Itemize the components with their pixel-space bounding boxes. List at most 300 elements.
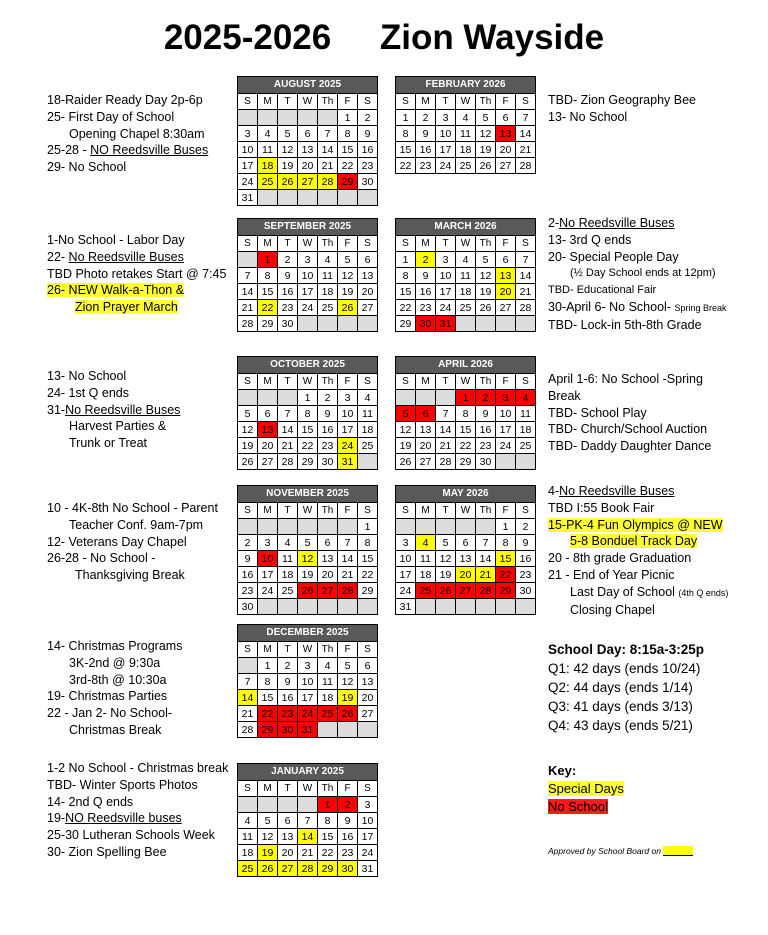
calendar-day: 5 (476, 252, 496, 268)
calendar-blank (278, 599, 298, 615)
calendar-day: 14 (238, 690, 258, 706)
weekday-label: Th (476, 503, 496, 519)
calendar-day: 19 (436, 567, 456, 583)
calendar-blank (456, 599, 476, 615)
calendar-day: 2 (516, 519, 536, 535)
calendar-day: 18 (456, 142, 476, 158)
note-line (47, 672, 182, 689)
calendar-day: 27 (298, 174, 318, 190)
calendar-day: 7 (238, 268, 258, 284)
calendar-day: 24 (358, 845, 378, 861)
weekday-label: S (396, 374, 416, 390)
note-line (548, 371, 711, 388)
calendar-day: 11 (278, 551, 298, 567)
note-line (47, 92, 208, 109)
calendar-day: 16 (416, 142, 436, 158)
calendar-day: 19 (338, 284, 358, 300)
note-prefix: 19- (47, 811, 66, 826)
calendar-day: 3 (396, 535, 416, 551)
page-title: 2025-2026 Zion Wayside (163, 18, 605, 57)
calendar-day: 17 (238, 158, 258, 174)
calendar-day: 22 (318, 845, 338, 861)
weekday-label: M (416, 503, 436, 519)
calendar-day: 5 (476, 110, 496, 126)
calendar-day: 22 (338, 158, 358, 174)
calendar-day: 27 (358, 706, 378, 722)
weekday-label: T (278, 236, 298, 252)
calendar-day: 13 (258, 422, 278, 438)
weekday-label: S (358, 236, 378, 252)
note-text: Closing Chapel (570, 602, 655, 617)
calendar-day: 29 (396, 316, 416, 332)
calendar-day: 7 (516, 252, 536, 268)
calendar-day: 25 (318, 706, 338, 722)
month-header: AUGUST 2025 (238, 77, 378, 94)
note-text: 3K-2nd @ 9:30a (69, 655, 161, 670)
approval-text: Approved by School Board on (548, 846, 664, 856)
calendar-day: 3 (436, 252, 456, 268)
calendar-day: 10 (298, 268, 318, 284)
calendar-day: 10 (298, 674, 318, 690)
calendar-day: 21 (476, 567, 496, 583)
calendar-day: 13 (298, 142, 318, 158)
note-text: TBD- Church/School Auction (548, 422, 708, 437)
school-day-info (548, 640, 704, 735)
calendar-day: 19 (338, 690, 358, 706)
note-underlined: NO Reedsville Buses (90, 143, 209, 158)
calendar-day: 17 (436, 142, 456, 158)
calendar-blank (436, 599, 456, 615)
calendar-blank (318, 110, 338, 126)
note-text: Last Day of School (570, 584, 679, 599)
weekday-label: Th (476, 236, 496, 252)
calendar-day: 14 (298, 829, 318, 845)
calendar-blank (258, 390, 278, 406)
calendar-day: 19 (278, 158, 298, 174)
calendar-day: 5 (436, 535, 456, 551)
note-line (47, 760, 228, 777)
weekday-label: T (278, 642, 298, 658)
calendar-blank (416, 599, 436, 615)
calendar-blank (338, 190, 358, 206)
calendar-day: 25 (456, 158, 476, 174)
left_notes-group (47, 92, 208, 176)
calendar-blank (416, 519, 436, 535)
calendar-day: 30 (416, 316, 436, 332)
weekday-label: Th (318, 94, 338, 110)
note-line (47, 655, 182, 672)
calendar-blank (456, 316, 476, 332)
calendar-day: 29 (496, 583, 516, 599)
calendar-day: 8 (338, 126, 358, 142)
quarter-q2: Q2: 44 days (ends 1/14) (548, 680, 693, 695)
month-calendar (237, 485, 378, 615)
calendar-day: 3 (298, 658, 318, 674)
key-legend (548, 762, 624, 816)
weekday-label: S (516, 503, 536, 519)
calendar-day: 16 (358, 142, 378, 158)
calendar-day: 15 (496, 551, 516, 567)
calendar-day: 5 (298, 535, 318, 551)
calendar-day: 7 (278, 406, 298, 422)
calendar-day: 2 (338, 797, 358, 813)
calendar-day: 10 (238, 142, 258, 158)
note-line (47, 500, 218, 517)
calendar-day: 7 (516, 110, 536, 126)
calendar-day: 2 (238, 535, 258, 551)
calendar-day: 20 (456, 567, 476, 583)
weekday-label: S (358, 503, 378, 519)
calendar-day: 1 (298, 390, 318, 406)
calendar-day: 11 (258, 142, 278, 158)
weekday-label: T (278, 781, 298, 797)
calendar-day: 8 (456, 406, 476, 422)
calendar-day: 10 (396, 551, 416, 567)
calendar-day: 12 (476, 268, 496, 284)
key-label: Key: (548, 763, 577, 778)
calendar-blank (358, 190, 378, 206)
weekday-label: S (358, 642, 378, 658)
calendar-day: 26 (476, 300, 496, 316)
month-header: APRIL 2026 (396, 357, 536, 374)
calendar-day: 18 (516, 422, 536, 438)
weekday-label: W (456, 374, 476, 390)
calendar-day: 29 (258, 316, 278, 332)
note-underlined: No Reedsville Buses (559, 484, 675, 498)
calendar-blank (318, 599, 338, 615)
month-header: SEPTEMBER 2025 (238, 219, 378, 236)
weekday-label: M (258, 503, 278, 519)
calendar-day: 6 (358, 252, 378, 268)
calendar-day: 3 (238, 126, 258, 142)
calendar-day: 22 (358, 567, 378, 583)
calendar-day: 6 (456, 535, 476, 551)
calendar-day: 24 (298, 706, 318, 722)
note-text: TBD- Winter Sports Photos (47, 777, 198, 792)
calendar-day: 13 (416, 422, 436, 438)
note-text: 29- No School (47, 160, 127, 175)
weekday-label: M (258, 374, 278, 390)
calendar-day: 6 (416, 406, 436, 422)
calendar-day: 22 (258, 706, 278, 722)
note-line (47, 126, 208, 143)
note-prefix: 30-April 6- No School- (548, 299, 675, 314)
calendar-day: 22 (258, 300, 278, 316)
calendar-day: 21 (238, 706, 258, 722)
weekday-label: M (258, 642, 278, 658)
note-text: TBD- Lock-in 5th-8th Grade (548, 317, 702, 332)
note-line (47, 688, 182, 705)
calendar-day: 20 (496, 142, 516, 158)
calendar-day: 14 (516, 268, 536, 284)
calendar-day: 10 (436, 126, 456, 142)
note-text: (½ Day School ends at 12pm) (570, 267, 716, 280)
weekday-label: F (496, 374, 516, 390)
quarter-q3: Q3: 41 days (ends 3/13) (548, 699, 693, 714)
calendar-day: 28 (436, 454, 456, 470)
calendar-day: 8 (258, 268, 278, 284)
calendar-day: 27 (278, 861, 298, 877)
note-line (548, 533, 728, 550)
calendar-day: 9 (278, 268, 298, 284)
note-underlined: No Reedsville Buses (68, 249, 184, 264)
key-special-days: Special Days (548, 781, 624, 796)
calendar-day: 25 (456, 300, 476, 316)
calendar-blank (258, 190, 278, 206)
note-text: TBD- Zion Geography Bee (548, 93, 696, 107)
note-line (548, 265, 726, 282)
calendar-day: 4 (358, 390, 378, 406)
calendar-day: 5 (258, 813, 278, 829)
calendar-day: 1 (358, 519, 378, 535)
calendar-day: 12 (278, 142, 298, 158)
note-small: Spring Break (674, 302, 727, 313)
calendar-day: 1 (258, 658, 278, 674)
weekday-label: F (496, 236, 516, 252)
calendar-blank (238, 110, 258, 126)
calendar-day: 2 (278, 658, 298, 674)
note-prefix: 25-28 - (47, 143, 91, 158)
calendar-day: 6 (318, 535, 338, 551)
calendar-day: 17 (298, 690, 318, 706)
note-text: Christmas Break (69, 722, 162, 737)
calendar-day: 27 (416, 454, 436, 470)
weekday-label: W (456, 236, 476, 252)
calendar-day: 27 (496, 300, 516, 316)
calendar-day: 13 (456, 551, 476, 567)
calendar-day: 28 (318, 174, 338, 190)
weekday-label: F (338, 374, 358, 390)
weekday-label: Th (318, 374, 338, 390)
calendar-blank (338, 722, 358, 738)
month-header: NOVEMBER 2025 (238, 486, 378, 503)
calendar-day: 29 (338, 174, 358, 190)
note-line (47, 142, 208, 159)
note-text: 26-28 - No School - (47, 551, 156, 566)
calendar-day: 26 (338, 300, 358, 316)
calendar-day: 19 (476, 142, 496, 158)
note-line (47, 638, 182, 655)
note-prefix: 31- (47, 402, 66, 417)
calendar-day: 31 (358, 861, 378, 877)
month-header: OCTOBER 2025 (238, 357, 378, 374)
calendar-blank (258, 519, 278, 535)
note-text: 3rd-8th @ 10:30a (69, 672, 167, 687)
calendar-day: 10 (258, 551, 278, 567)
weekday-label: W (298, 503, 318, 519)
calendar-day: 26 (258, 861, 278, 877)
calendar-day: 23 (358, 158, 378, 174)
calendar-day: 24 (396, 583, 416, 599)
approval-blank (663, 846, 693, 856)
calendar-day: 5 (396, 406, 416, 422)
note-line (47, 109, 208, 126)
calendar-day: 3 (496, 390, 516, 406)
calendar-day: 16 (338, 829, 358, 845)
note-text: Opening Chapel 8:30am (69, 126, 205, 141)
calendar-day: 23 (516, 567, 536, 583)
calendar-day: 7 (318, 126, 338, 142)
calendar-day: 20 (258, 438, 278, 454)
weekday-label: Th (476, 94, 496, 110)
month-header: MARCH 2026 (396, 219, 536, 236)
calendar-blank (238, 390, 258, 406)
calendar-day: 26 (476, 158, 496, 174)
calendar-day: 29 (298, 454, 318, 470)
calendar-day: 30 (476, 454, 496, 470)
calendar-blank (318, 190, 338, 206)
calendar-day: 4 (238, 813, 258, 829)
calendar-day: 31 (338, 454, 358, 470)
calendar-day: 1 (318, 797, 338, 813)
calendar-day: 25 (416, 583, 436, 599)
note-line (548, 567, 728, 584)
right_notes-group (548, 371, 711, 455)
calendar-day: 18 (456, 284, 476, 300)
weekday-label: S (396, 236, 416, 252)
weekday-label: Th (318, 503, 338, 519)
left_notes-group (47, 368, 180, 452)
weekday-label: F (338, 236, 358, 252)
calendar-day: 28 (516, 158, 536, 174)
note-line (47, 435, 180, 452)
note-line (47, 722, 182, 739)
calendar-day: 12 (476, 126, 496, 142)
calendar-day: 16 (278, 690, 298, 706)
weekday-label: Th (318, 236, 338, 252)
calendar-day: 23 (338, 845, 358, 861)
calendar-day: 30 (338, 861, 358, 877)
calendar-blank (416, 390, 436, 406)
calendar-day: 14 (238, 284, 258, 300)
calendar-day: 18 (358, 422, 378, 438)
month-calendar (237, 218, 378, 332)
calendar-day: 25 (258, 174, 278, 190)
calendar-day: 24 (436, 158, 456, 174)
weekday-label: S (238, 642, 258, 658)
calendar-day: 26 (396, 454, 416, 470)
calendar-day: 4 (516, 390, 536, 406)
calendar-day: 14 (516, 126, 536, 142)
calendar-blank (338, 599, 358, 615)
note-line (47, 266, 226, 283)
calendar-day: 14 (436, 422, 456, 438)
calendar-day: 2 (278, 252, 298, 268)
note-line (548, 282, 726, 299)
calendar-day: 6 (496, 110, 516, 126)
calendar-day: 28 (238, 316, 258, 332)
weekday-label: S (238, 781, 258, 797)
weekday-label: T (436, 503, 456, 519)
note-line (47, 249, 226, 266)
calendar-blank (338, 316, 358, 332)
calendar-day: 21 (516, 284, 536, 300)
note-line (47, 705, 182, 722)
calendar-day: 21 (318, 158, 338, 174)
calendar-day: 31 (298, 722, 318, 738)
calendar-blank (318, 316, 338, 332)
calendar-blank (298, 110, 318, 126)
calendar-day: 15 (358, 551, 378, 567)
weekday-label: M (258, 94, 278, 110)
weekday-label: S (358, 781, 378, 797)
calendar-day: 15 (298, 422, 318, 438)
weekday-label: M (416, 374, 436, 390)
calendar-day: 7 (338, 535, 358, 551)
note-text: 20- Special People Day (548, 249, 679, 264)
left_notes-group (47, 638, 182, 739)
weekday-label: W (456, 503, 476, 519)
calendar-day: 24 (238, 174, 258, 190)
calendar-day: 18 (258, 158, 278, 174)
note-text: 5-8 Bonduel Track Day (570, 534, 698, 549)
note-line (548, 421, 711, 438)
month-calendar (237, 76, 378, 206)
quarter-q1: Q1: 42 days (ends 10/24) (548, 661, 701, 676)
calendar-day: 4 (258, 126, 278, 142)
note-text: 15-PK-4 Fun Olympics @ NEW (548, 517, 723, 532)
note-text: 1-2 No School - Christmas break (47, 761, 229, 775)
note-text: 22 - Jan 2- No School- (47, 706, 173, 721)
calendar-day: 12 (258, 829, 278, 845)
calendar-day: 23 (278, 706, 298, 722)
calendar-day: 6 (358, 658, 378, 674)
note-line (47, 534, 218, 551)
calendar-day: 27 (318, 583, 338, 599)
weekday-label: M (416, 94, 436, 110)
calendar-blank (258, 110, 278, 126)
calendar-day: 4 (416, 535, 436, 551)
calendar-day: 29 (318, 861, 338, 877)
calendar-day: 30 (278, 316, 298, 332)
calendar-day: 24 (436, 300, 456, 316)
calendar-day: 21 (278, 438, 298, 454)
calendar-day: 7 (476, 535, 496, 551)
weekday-label: F (338, 781, 358, 797)
calendar-day: 12 (338, 674, 358, 690)
calendar-day: 8 (318, 813, 338, 829)
calendar-day: 5 (338, 658, 358, 674)
note-line (548, 438, 711, 455)
month-header: MAY 2026 (396, 486, 536, 503)
note-line (47, 299, 226, 316)
calendar-day: 23 (416, 158, 436, 174)
calendar-blank (436, 519, 456, 535)
calendar-day: 30 (516, 583, 536, 599)
calendar-day: 12 (436, 551, 456, 567)
calendar-day: 20 (358, 284, 378, 300)
calendar-day: 21 (338, 567, 358, 583)
calendar-blank (476, 599, 496, 615)
note-line (548, 550, 728, 567)
calendar-day: 20 (358, 690, 378, 706)
key-no-school: No School (548, 799, 608, 814)
calendar-blank (338, 519, 358, 535)
calendar-day: 16 (516, 551, 536, 567)
month-header: JANUARY 2025 (238, 764, 378, 781)
calendar-day: 23 (318, 438, 338, 454)
calendar-blank (278, 190, 298, 206)
calendar-day: 20 (278, 845, 298, 861)
calendar-day: 2 (318, 390, 338, 406)
calendar-blank (278, 110, 298, 126)
calendar-day: 1 (396, 110, 416, 126)
calendar-day: 11 (238, 829, 258, 845)
calendar-blank (396, 519, 416, 535)
calendar-day: 16 (278, 284, 298, 300)
note-line (548, 602, 728, 619)
weekday-label: F (496, 94, 516, 110)
